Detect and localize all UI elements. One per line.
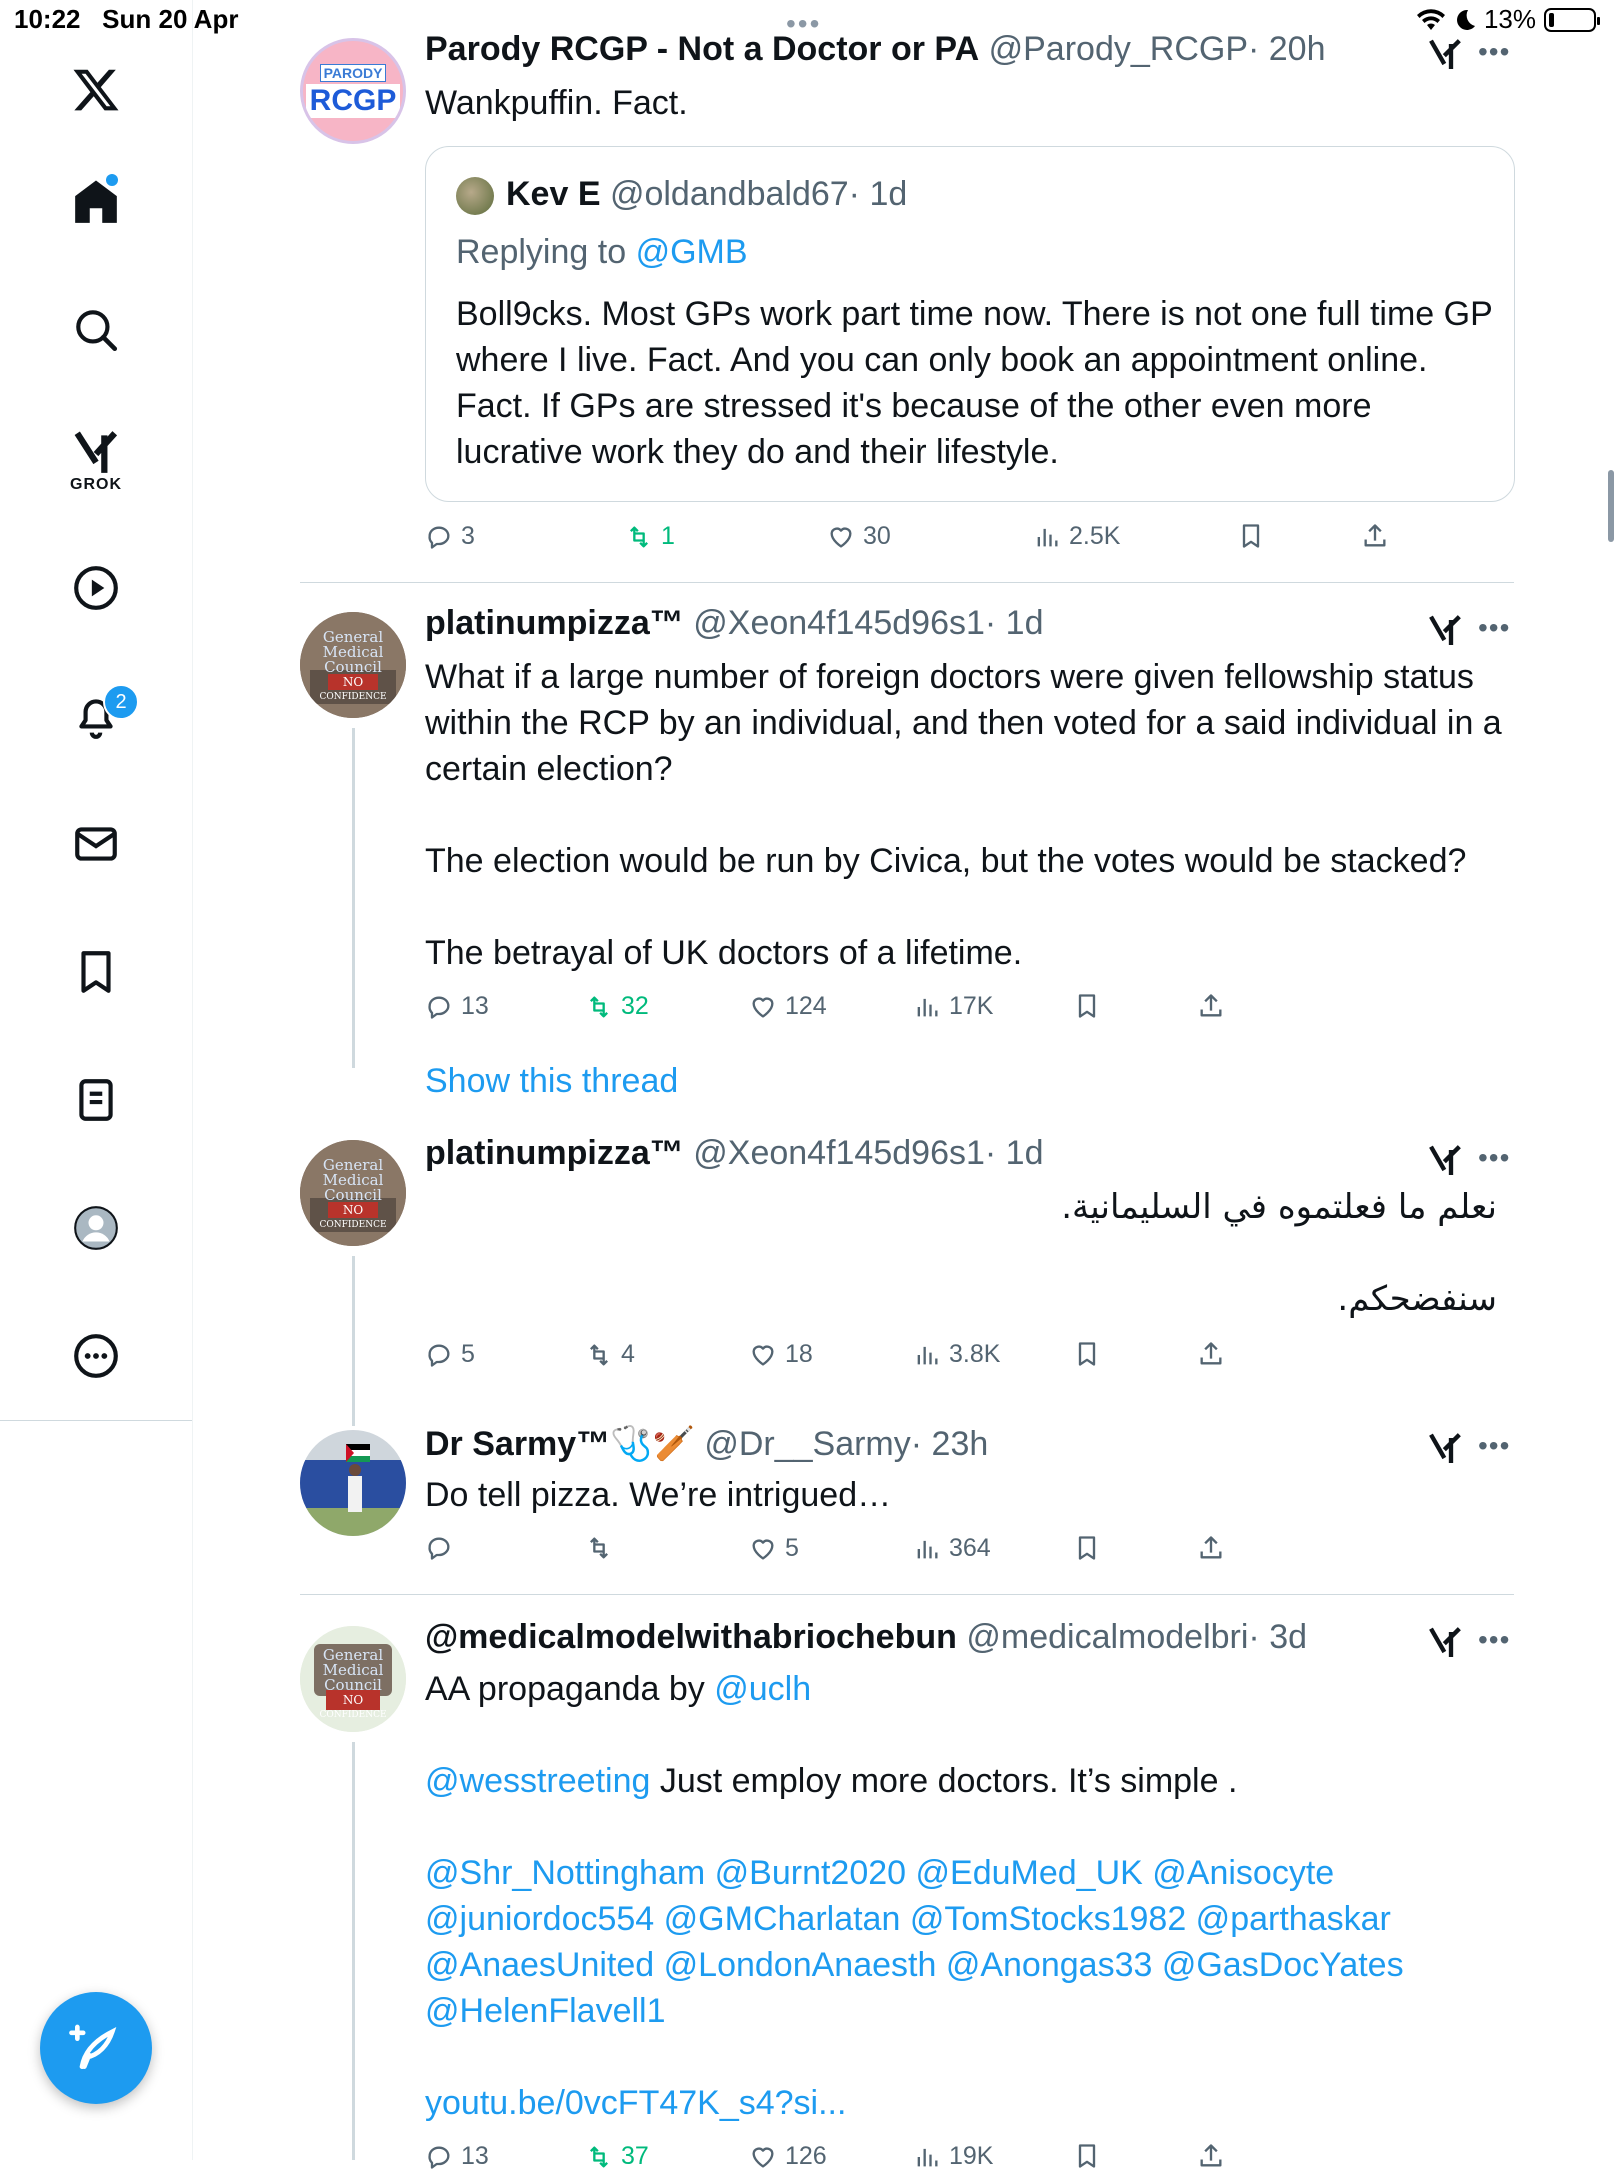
sidebar-divider (0, 1420, 192, 1421)
views-icon (913, 1341, 941, 1369)
like-count: 126 (785, 2142, 827, 2170)
views-icon (913, 993, 941, 1021)
share-button[interactable] (1197, 1340, 1225, 1368)
tweet-paragraph: What if a large number of foreign doctors were given fellowship status within the RCP by an individual, and then voted for a said individual in a certain election? (425, 658, 1502, 788)
views-icon (913, 2143, 941, 2171)
quote-avatar (456, 177, 494, 215)
heart-icon (749, 2143, 777, 2171)
tweet-text (425, 1184, 1497, 1322)
heart-icon (749, 993, 777, 1021)
quoted-tweet[interactable] (425, 146, 1515, 502)
avatar-text: Council (324, 1676, 382, 1694)
tweet-text (425, 654, 1515, 976)
mention-link[interactable]: @uclh (714, 1670, 812, 1708)
repost-count: 32 (621, 992, 649, 1020)
share-icon (1197, 2142, 1225, 2170)
home-unread-dot (106, 174, 118, 186)
tweet-text (425, 1666, 1515, 2126)
author-handle[interactable]: @Parody_RCGP (988, 30, 1248, 68)
avatar-text: CONFIDENCE (319, 1220, 387, 1230)
tweet-divider (300, 1594, 1514, 1595)
tweet-text-span: Just employ more doctors. It’s simple . (650, 1762, 1238, 1800)
quote-author-handle: @oldandbald67 (609, 175, 849, 213)
tweet-text: Do tell pizza. We’re intrigued… (425, 1476, 892, 1514)
search-icon[interactable] (64, 298, 128, 362)
lists-icon[interactable] (64, 1068, 128, 1132)
avatar-text: Medical (322, 643, 384, 661)
avatar-text: NO (342, 1203, 364, 1217)
grok-nav-icon[interactable] (64, 420, 128, 484)
tweet-header (425, 30, 1326, 69)
tweet-paragraph: The election would be run by Civica, but the votes would be stacked? (425, 842, 1467, 880)
reply-icon (425, 523, 453, 551)
tweet-avatar[interactable] (300, 38, 406, 144)
battery-icon (1544, 8, 1596, 32)
like-button[interactable] (749, 992, 827, 1021)
bookmark-icon (1237, 522, 1265, 550)
views-button[interactable] (913, 1534, 991, 1563)
replying-to (456, 233, 748, 272)
reply-count: 13 (461, 992, 489, 1020)
author-handle[interactable]: @Xeon4f145d96s1 (693, 604, 985, 642)
bookmarks-icon[interactable] (64, 940, 128, 1004)
avatar-text: General (322, 1646, 384, 1664)
repost-icon (585, 1534, 613, 1562)
tweet-avatar[interactable] (300, 1140, 406, 1246)
avatar-text: Medical (322, 1171, 384, 1189)
tweet-header (425, 1618, 1307, 1657)
repost-button[interactable] (625, 522, 675, 551)
bookmark-button[interactable] (1073, 2142, 1101, 2170)
repost-button[interactable] (585, 2142, 649, 2171)
like-button[interactable] (749, 1534, 799, 1563)
tweet-actions (425, 1534, 1515, 1574)
views-button[interactable] (1033, 522, 1120, 551)
like-button[interactable] (749, 2142, 827, 2171)
scrollbar[interactable] (1608, 470, 1614, 542)
thread-line (352, 1256, 355, 1426)
more-icon[interactable]: ••• (1478, 36, 1511, 67)
views-count: 364 (949, 1534, 991, 1562)
repost-count: 4 (621, 1340, 635, 1368)
avatar-text: Medical (322, 1661, 384, 1679)
reply-button[interactable] (425, 2142, 489, 2171)
tweet-actions (425, 522, 1515, 562)
moon-icon (1454, 8, 1476, 32)
repost-button[interactable] (585, 1534, 621, 1562)
bookmark-button[interactable] (1073, 1340, 1101, 1368)
quote-author-name: Kev E (506, 175, 601, 213)
tweet-header (425, 1134, 1043, 1173)
mention-link[interactable]: @wesstreeting (425, 1762, 651, 1800)
bookmark-icon (1073, 1534, 1101, 1562)
quote-time: · 1d (848, 175, 908, 213)
heart-icon (827, 523, 855, 551)
status-indicators (1416, 4, 1596, 35)
grok-icon[interactable] (1426, 610, 1466, 650)
avatar-text: Council (324, 1186, 382, 1204)
tweet-time[interactable]: · 20h (1248, 30, 1326, 68)
bookmark-button[interactable] (1237, 522, 1265, 550)
wifi-icon (1416, 8, 1446, 32)
reply-icon (425, 2143, 453, 2171)
repost-count: 1 (661, 522, 675, 550)
replying-prefix: Replying to (456, 233, 627, 271)
tweet-paragraph: سنفضحكم. (1337, 1279, 1497, 1319)
share-button[interactable] (1197, 2142, 1225, 2170)
author-name[interactable]: platinumpizza™ (425, 1134, 684, 1172)
views-button[interactable] (913, 1340, 1000, 1369)
avatar-text: RCGP (306, 84, 401, 118)
reply-count: 3 (461, 522, 475, 550)
replying-mention[interactable]: @GMB (635, 233, 748, 271)
mentions-block[interactable]: @Shr_Nottingham @Burnt2020 @EduMed_UK @Anisocyte @juniordoc554 @GMCharlatan @TomStocks1982 @parthaskar @AnaesUnited @LondonAnaesth @Anongas33 @GasDocYates @HelenFlavell1 (425, 1854, 1404, 2030)
tweet-paragraph (425, 1666, 1515, 1712)
battery-percent: 13% (1483, 4, 1536, 34)
multitask-dots[interactable]: ••• (786, 8, 822, 39)
author-name[interactable]: Parody RCGP - Not a Doctor or PA (425, 30, 980, 68)
repost-count: 37 (621, 2142, 649, 2170)
like-count: 124 (785, 992, 827, 1020)
more-icon[interactable]: ••• (1478, 612, 1511, 643)
tweet-text-span: AA propaganda by (425, 1670, 715, 1708)
author-handle[interactable]: @Dr__Sarmy (704, 1425, 911, 1463)
reply-icon (425, 1341, 453, 1369)
views-count: 17K (949, 992, 994, 1020)
tweet-time[interactable]: · 23h (910, 1425, 989, 1463)
reply-count: 13 (461, 2142, 489, 2170)
grok-icon[interactable] (1426, 1140, 1466, 1180)
author-name[interactable]: platinumpizza™ (425, 604, 684, 642)
repost-icon (585, 2143, 613, 2171)
more-icon[interactable]: ••• (1478, 1142, 1511, 1173)
tweet-actions (425, 992, 1515, 1032)
repost-icon (625, 523, 653, 551)
profile-avatar-icon[interactable] (64, 1196, 128, 1260)
tweet-header (425, 604, 1043, 643)
quote-header (506, 175, 907, 214)
like-button[interactable] (749, 1340, 813, 1369)
compose-button[interactable] (40, 1992, 152, 2104)
more-menu-icon[interactable] (64, 1324, 128, 1388)
reply-button[interactable] (425, 522, 475, 551)
tweet-header (425, 1424, 988, 1464)
bookmark-icon (1073, 992, 1101, 1020)
tweet-divider (300, 582, 1514, 583)
avatar-text: Council (324, 658, 382, 676)
avatar-text: General (322, 628, 384, 646)
like-count: 5 (785, 1534, 799, 1562)
tweet-paragraph (425, 1758, 1515, 1804)
more-icon[interactable]: ••• (1478, 1624, 1511, 1655)
reply-icon (425, 993, 453, 1021)
tweet-avatar[interactable] (300, 1430, 406, 1536)
like-count: 18 (785, 1340, 813, 1368)
more-icon[interactable]: ••• (1478, 1430, 1511, 1461)
tweet-time[interactable]: · 1d (984, 1134, 1044, 1172)
grok-icon[interactable] (1426, 34, 1466, 74)
author-handle[interactable]: @medicalmodelbri (966, 1618, 1249, 1656)
share-button[interactable] (1197, 1534, 1225, 1562)
views-count: 3.8K (949, 1340, 1001, 1368)
share-icon (1197, 1534, 1225, 1562)
home-icon[interactable] (64, 170, 128, 234)
share-icon (1197, 992, 1225, 1020)
quote-text: Boll9cks. Most GPs work part time now. There is not one full time GP where I live. Fact. And you can only book an appointment online. Fact. If GPs are stressed it's because of the other even more lucrative work they do and their lifestyle. (456, 295, 1493, 471)
share-icon (1197, 1340, 1225, 1368)
tweet-time[interactable]: · 3d (1248, 1618, 1308, 1656)
repost-icon (585, 993, 613, 1021)
x-logo-icon[interactable] (64, 58, 128, 122)
status-time: 10:22 Sun 20 Apr (14, 4, 239, 34)
author-handle[interactable]: @Xeon4f145d96s1 (693, 1134, 985, 1172)
show-thread-link[interactable]: Show this thread (425, 1062, 679, 1100)
tweet-time[interactable]: · 1d (984, 604, 1044, 642)
views-count: 19K (949, 2142, 994, 2170)
video-icon[interactable] (64, 556, 128, 620)
like-button[interactable] (827, 522, 891, 551)
thread-line (352, 728, 355, 1068)
grok-icon[interactable] (1426, 1622, 1466, 1662)
bookmark-button[interactable] (1073, 992, 1101, 1020)
tweet-avatar[interactable] (300, 1626, 406, 1732)
repost-button[interactable] (585, 1340, 635, 1369)
avatar-text: General (322, 1156, 384, 1174)
heart-icon (749, 1535, 777, 1563)
views-button[interactable] (913, 992, 993, 1021)
repost-icon (585, 1341, 613, 1369)
reply-icon (425, 1534, 453, 1562)
bookmark-button[interactable] (1073, 1534, 1101, 1562)
avatar-text: PARODY (320, 64, 387, 82)
tweet-paragraph: The betrayal of UK doctors of a lifetime. (425, 934, 1023, 972)
sidebar (0, 0, 193, 2160)
like-count: 30 (863, 522, 891, 550)
views-icon (913, 1535, 941, 1563)
reply-button[interactable] (425, 1340, 475, 1369)
share-icon (1361, 522, 1389, 550)
tweet-paragraph: نعلم ما فعلتموه في السليمانية. (1061, 1187, 1497, 1227)
avatar-text: CONFIDENCE (319, 692, 387, 702)
reply-button[interactable] (425, 992, 489, 1021)
messages-icon[interactable] (64, 812, 128, 876)
views-icon (1033, 523, 1061, 551)
bookmark-icon (1073, 2142, 1101, 2170)
tweet-text: Wankpuffin. Fact. (425, 84, 688, 122)
notifications-badge: 2 (103, 684, 139, 720)
views-count: 2.5K (1069, 522, 1121, 550)
avatar-text: NO (342, 1693, 364, 1707)
reply-button[interactable] (425, 1534, 461, 1562)
repost-button[interactable] (585, 992, 649, 1021)
external-link[interactable]: youtu.be/0vcFT47K_s4?si... (425, 2084, 847, 2122)
avatar-text: CONFIDENCE (319, 1710, 387, 1720)
share-button[interactable] (1197, 992, 1225, 1020)
grok-icon[interactable] (1426, 1428, 1466, 1468)
views-button[interactable] (913, 2142, 993, 2171)
share-button[interactable] (1361, 522, 1389, 550)
compose-icon (68, 2020, 124, 2076)
author-name[interactable]: Dr Sarmy™🩺🏏 (425, 1425, 695, 1463)
reply-count: 5 (461, 1340, 475, 1368)
grok-label: GROK (70, 476, 122, 493)
avatar-photo (300, 1430, 406, 1536)
status-date: Sun 20 Apr (102, 4, 239, 34)
tweet-actions (425, 2142, 1515, 2182)
thread-line (352, 1742, 355, 2160)
author-name[interactable]: @medicalmodelwithabriochebun (425, 1618, 957, 1656)
bookmark-icon (1073, 1340, 1101, 1368)
tweet-avatar[interactable] (300, 612, 406, 718)
heart-icon (749, 1341, 777, 1369)
avatar-text: NO (342, 675, 364, 689)
tweet-actions (425, 1340, 1515, 1380)
